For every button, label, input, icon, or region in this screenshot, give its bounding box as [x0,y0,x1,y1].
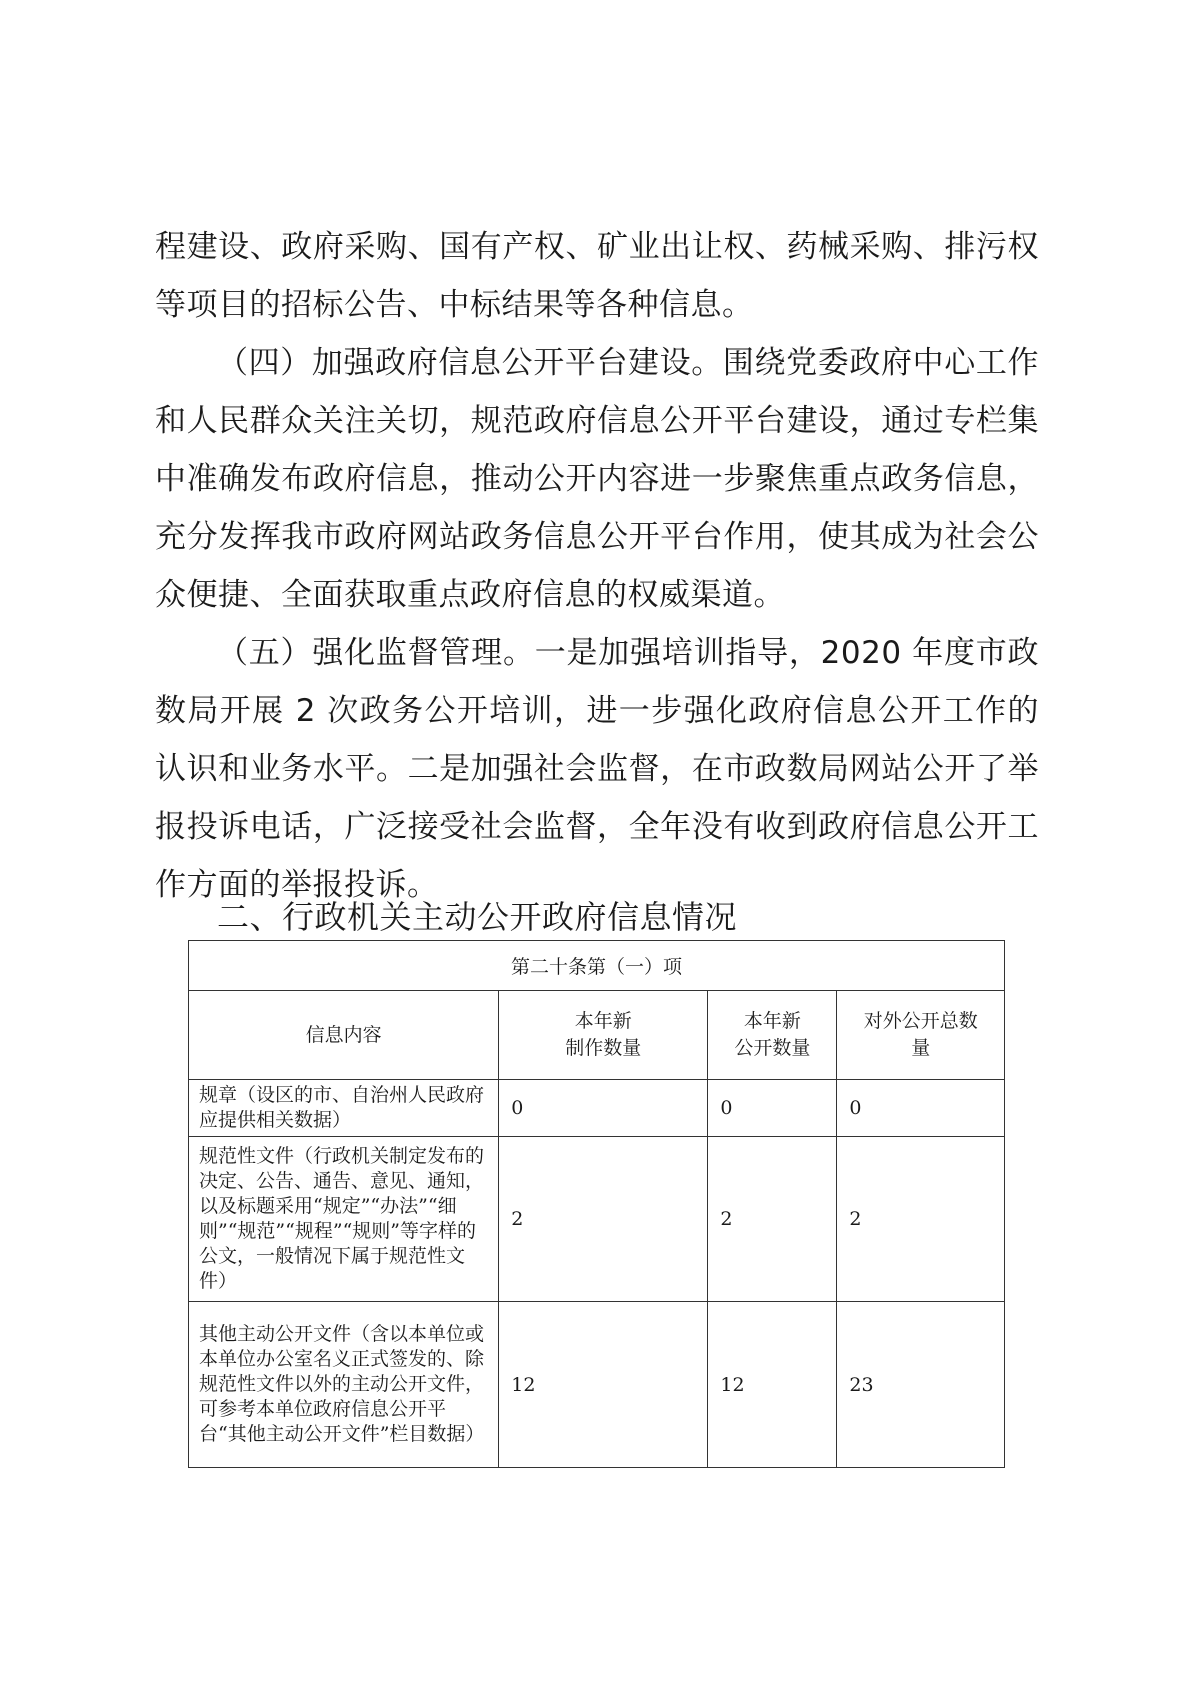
cell-total-public: 0 [837,1080,1005,1137]
row-label: 规章（设区的市、自治州人民政府应提供相关数据） [189,1080,499,1137]
body-text [155,218,1039,914]
paragraph-bidding-info: 程建设、政府采购、国有产权、矿业出让权、药械采购、排污权等项目的招标公告、中标结果等各种信息。 [155,229,1039,323]
table-row [189,1080,1005,1137]
cell-new-published: 12 [708,1302,837,1468]
paragraph-body: 围绕党委政府中心工作和人民群众关注关切，规范政府信息公开平台建设，通过专栏集中准确发布政府信息，推动公开内容进一步聚焦重点政务信息，充分发挥我市政府网站政务信息公开平台作用，使其成为社会公众便捷、全面获取重点政府信息的权威渠道。 [155,345,1040,613]
cell-total-public: 23 [837,1302,1005,1468]
table-caption: 第二十条第（一）项 [189,941,1005,991]
info-table [188,940,1005,1468]
section-heading: 二、行政机关主动公开政府信息情况 [217,898,738,936]
table-row [189,1302,1005,1468]
header-content: 信息内容 [189,991,499,1080]
cell-new-made: 2 [499,1137,708,1302]
cell-new-made: 0 [499,1080,708,1137]
cell-new-published: 2 [708,1137,837,1302]
table-row [189,1137,1005,1302]
table-caption-row [189,941,1005,991]
table-header-row [189,991,1005,1080]
paragraph-supervision: （五）强化监督管理。一是加强培训指导，2020 年度市政数局开展 2 次政务公开培训，进一步强化政府信息公开工作的认识和业务水平。二是加强社会监督，在市政数局网站公开了举报投诉电话，广泛接受社会监督，全年没有收到政府信息公开工作方面的举报投诉。 [155,635,1039,903]
paragraph-platform-construction [155,334,1039,624]
paragraph-lead: （四）加强政府信息公开平台建设。 [217,345,723,381]
row-label: 其他主动公开文件（含以本单位或本单位办公室名义正式签发的、除规范性文件以外的主动公开文件，可参考本单位政府信息公开平台“其他主动公开文件”栏目数据） [189,1302,499,1468]
cell-total-public: 2 [837,1137,1005,1302]
header-total-public: 对外公开总数 量 [837,991,1005,1080]
header-new-made: 本年新 制作数量 [499,991,708,1080]
cell-new-made: 12 [499,1302,708,1468]
cell-new-published: 0 [708,1080,837,1137]
header-new-published: 本年新 公开数量 [708,991,837,1080]
row-label: 规范性文件（行政机关制定发布的决定、公告、通告、意见、通知，以及标题采用“规定”“办法”“细则”“规范”“规程”“规则”等字样的公文，一般情况下属于规范性文件） [189,1137,499,1302]
